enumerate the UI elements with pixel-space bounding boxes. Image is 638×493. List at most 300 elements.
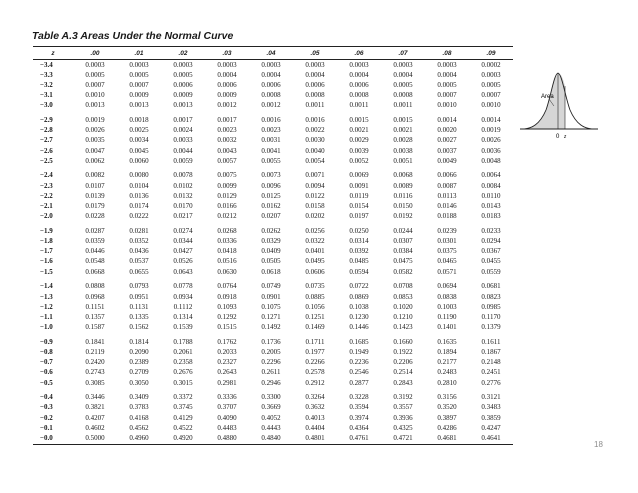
z-value-cell: −0.9 [40, 337, 53, 346]
area-value-cell: 0.2981 [217, 378, 237, 387]
area-value-cell: 0.1446 [349, 323, 369, 332]
area-value-cell: 0.0294 [481, 237, 501, 246]
page-number: 18 [594, 440, 603, 449]
area-value-cell: 0.0029 [349, 136, 369, 145]
area-value-cell: 0.0571 [437, 267, 457, 276]
area-value-cell: 0.0047 [85, 146, 105, 155]
area-value-cell: 0.0057 [217, 156, 237, 165]
area-value-cell: 0.0359 [85, 237, 105, 246]
area-value-cell: 0.0102 [173, 181, 193, 190]
area-value-cell: 0.1056 [305, 302, 325, 311]
area-value-cell: 0.0668 [85, 267, 105, 276]
area-value-cell: 0.0023 [261, 126, 281, 135]
area-value-cell: 0.4090 [217, 413, 237, 422]
area-value-cell: 0.0007 [129, 80, 149, 89]
area-value-cell: 0.3192 [393, 393, 413, 402]
area-value-cell: 0.0008 [393, 91, 413, 100]
area-value-cell: 0.3483 [481, 403, 501, 412]
area-value-cell: 0.0823 [481, 292, 501, 301]
area-value-cell: 0.0314 [349, 237, 369, 246]
table-row [33, 111, 513, 126]
area-value-cell: 0.0228 [85, 212, 105, 221]
area-value-cell: 0.1003 [437, 302, 457, 311]
table-body [33, 60, 513, 445]
area-value-cell: 0.0066 [437, 171, 457, 180]
area-value-cell: 0.0099 [217, 181, 237, 190]
area-value-cell: 0.0418 [217, 247, 237, 256]
area-value-cell: 0.0041 [261, 146, 281, 155]
area-value-cell: 0.0166 [217, 202, 237, 211]
area-value-cell: 0.0017 [173, 116, 193, 125]
area-value-cell: 0.0069 [349, 171, 369, 180]
area-value-cell: 0.3050 [129, 378, 149, 387]
area-value-cell: 0.3520 [437, 403, 457, 412]
area-value-cell: 0.2676 [173, 368, 193, 377]
area-value-cell: 0.1093 [217, 302, 237, 311]
area-value-cell: 0.0367 [481, 247, 501, 256]
z-value-cell: −2.9 [40, 116, 53, 125]
table-row [33, 212, 513, 222]
area-value-cell: 0.0011 [393, 101, 413, 110]
area-value-cell: 0.0016 [261, 116, 281, 125]
area-value-cell: 0.0594 [349, 267, 369, 276]
area-value-cell: 0.0548 [85, 257, 105, 266]
area-value-cell: 0.3300 [261, 393, 281, 402]
area-value-cell: 0.0027 [437, 136, 457, 145]
area-value-cell: 0.0055 [261, 156, 281, 165]
area-value-cell: 0.0028 [393, 136, 413, 145]
area-value-cell: 0.0004 [305, 70, 325, 79]
area-value-cell: 0.1190 [437, 312, 457, 321]
area-value-cell: 0.3557 [393, 403, 413, 412]
area-value-cell: 0.4641 [469, 433, 513, 444]
area-value-cell: 0.0034 [129, 136, 149, 145]
area-value-cell: 0.0037 [437, 146, 457, 155]
normal-curve-table [33, 46, 513, 445]
area-value-cell: 0.0010 [85, 91, 105, 100]
area-value-cell: 0.0021 [349, 126, 369, 135]
area-value-cell: 0.0352 [129, 237, 149, 246]
area-value-cell: 0.0217 [173, 212, 193, 221]
area-value-cell: 0.0013 [173, 101, 193, 110]
area-value-cell: 0.0087 [437, 181, 457, 190]
area-value-cell: 0.0174 [129, 202, 149, 211]
area-value-cell: 0.0179 [85, 202, 105, 211]
area-value-cell: 0.0516 [217, 257, 237, 266]
area-value-cell: 0.1894 [437, 347, 457, 356]
area-value-cell: 0.3264 [305, 393, 325, 402]
area-value-cell: 0.4168 [129, 413, 149, 422]
area-value-cell: 0.1469 [305, 323, 325, 332]
area-value-cell: 0.0010 [481, 101, 501, 110]
column-header: .07 [381, 47, 425, 60]
z-value-cell: −2.7 [40, 136, 53, 145]
area-value-cell: 0.0073 [261, 171, 281, 180]
area-value-cell: 0.0132 [173, 191, 193, 200]
area-value-cell: 0.0146 [437, 202, 457, 211]
area-value-cell: 0.2296 [261, 358, 281, 367]
area-value-cell: 0.0630 [217, 267, 237, 276]
area-value-cell: 0.0011 [305, 101, 325, 110]
area-value-cell: 0.1949 [349, 347, 369, 356]
z-value-cell: −1.2 [40, 302, 53, 311]
area-value-cell: 0.4325 [393, 423, 413, 432]
table-row [33, 201, 513, 211]
area-value-cell: 0.2148 [481, 358, 501, 367]
area-value-cell: 0.0006 [305, 80, 325, 89]
area-value-cell: 0.0384 [393, 247, 413, 256]
z-value-cell: −2.2 [40, 191, 53, 200]
area-value-cell: 0.0485 [349, 257, 369, 266]
table-row [33, 267, 513, 277]
area-value-cell: 0.0064 [481, 171, 501, 180]
table-row [33, 247, 513, 257]
area-value-cell: 0.4013 [305, 413, 325, 422]
area-value-cell: 0.0009 [129, 91, 149, 100]
area-value-cell: 0.1492 [261, 323, 281, 332]
zero-label: 0 [556, 134, 560, 140]
area-value-cell: 0.0143 [481, 202, 501, 211]
area-value-cell: 0.0559 [481, 267, 501, 276]
area-value-cell: 0.3015 [173, 378, 193, 387]
area-value-cell: 0.1131 [129, 302, 149, 311]
area-value-cell: 0.0183 [481, 212, 501, 221]
table-row [33, 423, 513, 433]
area-value-cell: 0.2776 [481, 378, 501, 387]
area-value-cell: 0.4364 [349, 423, 369, 432]
table-row [33, 403, 513, 413]
area-value-cell: 0.0003 [173, 60, 193, 69]
area-value-cell: 0.0136 [129, 191, 149, 200]
area-value-cell: 0.0250 [349, 226, 369, 235]
area-value-cell: 0.0075 [217, 171, 237, 180]
z-value-cell: −2.5 [40, 156, 53, 165]
area-value-cell: 0.0244 [393, 226, 413, 235]
area-value-cell: 0.2877 [349, 378, 369, 387]
area-value-cell: 0.4562 [129, 423, 149, 432]
area-value-cell: 0.0045 [129, 146, 149, 155]
area-value-cell: 0.4443 [261, 423, 281, 432]
area-value-cell: 0.3936 [393, 413, 413, 422]
table-row [33, 312, 513, 322]
area-value-cell: 0.0838 [437, 292, 457, 301]
table-row [33, 166, 513, 181]
area-value-cell: 0.1038 [349, 302, 369, 311]
area-value-cell: 0.0030 [305, 136, 325, 145]
area-value-cell: 0.1292 [217, 312, 237, 321]
area-value-cell: 0.2843 [393, 378, 413, 387]
area-value-cell: 0.3228 [349, 393, 369, 402]
area-value-cell: 0.2743 [85, 368, 105, 377]
area-value-cell: 0.1230 [349, 312, 369, 321]
area-value-cell: 0.3372 [173, 393, 193, 402]
area-value-cell: 0.0537 [129, 257, 149, 266]
area-value-cell: 0.4801 [293, 433, 337, 444]
area-value-cell: 0.0008 [349, 91, 369, 100]
area-value-cell: 0.0003 [437, 60, 457, 69]
area-value-cell: 0.1587 [85, 323, 105, 332]
shaded-area [522, 74, 565, 129]
area-value-cell: 0.0694 [437, 282, 457, 291]
area-value-cell: 0.0023 [217, 126, 237, 135]
area-value-cell: 0.0104 [129, 181, 149, 190]
area-value-cell: 0.0262 [261, 226, 281, 235]
area-value-cell: 0.0054 [305, 156, 325, 165]
area-value-cell: 0.0392 [349, 247, 369, 256]
z-value-cell: −0.0 [33, 433, 73, 444]
area-value-cell: 0.3121 [481, 393, 501, 402]
area-value-cell: 0.2177 [437, 358, 457, 367]
z-value-cell: −0.1 [40, 423, 53, 432]
area-value-cell: 0.5000 [73, 433, 117, 444]
area-value-cell: 0.0007 [481, 91, 501, 100]
area-value-cell: 0.0015 [349, 116, 369, 125]
area-value-cell: 0.0207 [261, 212, 281, 221]
table-row [33, 191, 513, 201]
area-value-cell: 0.0192 [393, 212, 413, 221]
area-value-cell: 0.0024 [173, 126, 193, 135]
area-value-cell: 0.0009 [173, 91, 193, 100]
area-value-cell: 0.3745 [173, 403, 193, 412]
area-value-cell: 0.2514 [393, 368, 413, 377]
area-value-cell: 0.0026 [481, 136, 501, 145]
z-value-cell: −1.4 [40, 282, 53, 291]
table-row [33, 388, 513, 403]
column-header: .00 [73, 47, 117, 60]
area-value-cell: 0.0885 [305, 292, 325, 301]
area-value-cell: 0.3974 [349, 413, 369, 422]
area-value-cell: 0.1314 [173, 312, 193, 321]
area-value-cell: 0.1539 [173, 323, 193, 332]
area-value-cell: 0.4129 [173, 413, 193, 422]
area-value-cell: 0.3409 [129, 393, 149, 402]
z-value-cell: −1.9 [40, 226, 53, 235]
area-value-cell: 0.2946 [261, 378, 281, 387]
area-value-cell: 0.0465 [437, 257, 457, 266]
area-value-cell: 0.0427 [173, 247, 193, 256]
table-row [33, 302, 513, 312]
area-value-cell: 0.4404 [305, 423, 325, 432]
area-value-cell: 0.1112 [173, 302, 193, 311]
area-value-cell: 0.0038 [393, 146, 413, 155]
area-value-cell: 0.0082 [85, 171, 105, 180]
area-value-cell: 0.0003 [129, 60, 149, 69]
area-value-cell: 0.0044 [173, 146, 193, 155]
z-value-cell: −2.3 [40, 181, 53, 190]
area-value-cell: 0.0116 [393, 191, 413, 200]
area-value-cell: 0.0968 [85, 292, 105, 301]
area-value-cell: 0.1379 [481, 323, 501, 332]
column-header: .08 [425, 47, 469, 60]
area-value-cell: 0.0039 [349, 146, 369, 155]
area-value-cell: 0.0003 [481, 70, 501, 79]
normal-curve-diagram [518, 62, 608, 152]
area-value-cell: 0.1401 [437, 323, 457, 332]
z-value-cell: −2.8 [40, 126, 53, 135]
area-value-cell: 0.0197 [349, 212, 369, 221]
z-value-cell: −2.4 [40, 171, 53, 180]
area-value-cell: 0.0019 [481, 126, 501, 135]
area-value-cell: 0.4286 [437, 423, 457, 432]
area-value-cell: 0.0068 [393, 171, 413, 180]
area-value-cell: 0.0322 [305, 237, 325, 246]
area-value-cell: 0.1977 [305, 347, 325, 356]
column-header: .09 [469, 47, 513, 60]
table-row [33, 433, 513, 444]
area-value-cell: 0.2005 [261, 347, 281, 356]
area-value-cell: 0.0003 [349, 60, 369, 69]
table-row [33, 70, 513, 80]
area-value-cell: 0.1151 [85, 302, 105, 311]
area-value-cell: 0.0212 [217, 212, 237, 221]
area-value-cell: 0.0004 [349, 70, 369, 79]
area-value-cell: 0.3783 [129, 403, 149, 412]
area-value-cell: 0.1736 [261, 337, 281, 346]
area-value-cell: 0.0011 [349, 101, 369, 110]
area-value-cell: 0.1423 [393, 323, 413, 332]
area-value-cell: 0.2912 [305, 378, 325, 387]
area-value-cell: 0.0655 [129, 267, 149, 276]
area-value-cell: 0.4681 [425, 433, 469, 444]
area-value-cell: 0.2611 [261, 368, 281, 377]
area-value-cell: 0.0007 [85, 80, 105, 89]
area-value-cell: 0.1814 [129, 337, 149, 346]
area-value-cell: 0.3669 [261, 403, 281, 412]
area-value-cell: 0.0004 [393, 70, 413, 79]
z-value-cell: −1.1 [40, 312, 53, 321]
area-label: Area [541, 94, 554, 100]
table-row [33, 347, 513, 357]
z-value-cell: −1.6 [40, 257, 53, 266]
area-value-cell: 0.4880 [205, 433, 249, 444]
area-value-cell: 0.0202 [305, 212, 325, 221]
area-value-cell: 0.0119 [349, 191, 369, 200]
area-value-cell: 0.0446 [85, 247, 105, 256]
area-value-cell: 0.0031 [261, 136, 281, 145]
area-value-cell: 0.0005 [129, 70, 149, 79]
table-row [33, 146, 513, 156]
area-value-cell: 0.2266 [305, 358, 325, 367]
area-value-cell: 0.2327 [217, 358, 237, 367]
area-value-cell: 0.0094 [305, 181, 325, 190]
area-value-cell: 0.4721 [381, 433, 425, 444]
table-row [33, 257, 513, 267]
column-header: .04 [249, 47, 293, 60]
area-value-cell: 0.0096 [261, 181, 281, 190]
area-value-cell: 0.0409 [261, 247, 281, 256]
area-value-cell: 0.0455 [481, 257, 501, 266]
area-value-cell: 0.0006 [173, 80, 193, 89]
area-value-cell: 0.0012 [261, 101, 281, 110]
area-value-cell: 0.2546 [349, 368, 369, 377]
area-value-cell: 0.4602 [85, 423, 105, 432]
area-value-cell: 0.0020 [437, 126, 457, 135]
area-value-cell: 0.1170 [481, 312, 501, 321]
table-row [33, 323, 513, 333]
area-value-cell: 0.0158 [305, 202, 325, 211]
area-value-cell: 0.0078 [173, 171, 193, 180]
area-value-cell: 0.2643 [217, 368, 237, 377]
area-value-cell: 0.0006 [349, 80, 369, 89]
area-value-cell: 0.0344 [173, 237, 193, 246]
area-value-cell: 0.0375 [437, 247, 457, 256]
area-value-cell: 0.4522 [173, 423, 193, 432]
area-value-cell: 0.1515 [217, 323, 237, 332]
area-value-cell: 0.0025 [129, 126, 149, 135]
area-value-cell: 0.0188 [437, 212, 457, 221]
area-value-cell: 0.0003 [85, 60, 105, 69]
area-value-cell: 0.0022 [305, 126, 325, 135]
area-value-cell: 0.0329 [261, 237, 281, 246]
area-value-cell: 0.0006 [261, 80, 281, 89]
area-value-cell: 0.0006 [217, 80, 237, 89]
area-value-cell: 0.0869 [349, 292, 369, 301]
area-value-cell: 0.0005 [393, 80, 413, 89]
area-value-cell: 0.4920 [161, 433, 205, 444]
column-header: .01 [117, 47, 161, 60]
area-value-cell: 0.0091 [349, 181, 369, 190]
area-value-cell: 0.3632 [305, 403, 325, 412]
area-value-cell: 0.0043 [217, 146, 237, 155]
area-value-cell: 0.0170 [173, 202, 193, 211]
area-value-cell: 0.1075 [261, 302, 281, 311]
area-value-cell: 0.0606 [305, 267, 325, 276]
table-row [33, 292, 513, 302]
z-value-cell: −1.7 [40, 247, 53, 256]
area-value-cell: 0.1841 [85, 337, 105, 346]
area-value-cell: 0.0749 [261, 282, 281, 291]
z-value-cell: −1.3 [40, 292, 53, 301]
area-value-cell: 0.0008 [305, 91, 325, 100]
area-value-cell: 0.0110 [481, 191, 501, 200]
area-value-cell: 0.0071 [305, 171, 325, 180]
area-value-cell: 0.0274 [173, 226, 193, 235]
area-value-cell: 0.1867 [481, 347, 501, 356]
table-header-row [33, 47, 513, 60]
area-value-cell: 0.4052 [261, 413, 281, 422]
area-value-cell: 0.0708 [393, 282, 413, 291]
area-value-cell: 0.0032 [217, 136, 237, 145]
area-value-cell: 0.0040 [305, 146, 325, 155]
area-value-cell: 0.0004 [261, 70, 281, 79]
z-value-cell: −0.5 [40, 378, 53, 387]
area-value-cell: 0.0004 [217, 70, 237, 79]
area-value-cell: 0.3594 [349, 403, 369, 412]
area-value-cell: 0.0901 [261, 292, 281, 301]
area-value-cell: 0.0052 [349, 156, 369, 165]
normal-curve-svg [518, 62, 608, 152]
area-value-cell: 0.0150 [393, 202, 413, 211]
z-value-cell: −3.4 [40, 60, 53, 69]
area-value-cell: 0.2206 [393, 358, 413, 367]
z-label: z [564, 134, 567, 140]
area-value-cell: 0.4247 [481, 423, 501, 432]
area-value-cell: 0.1635 [437, 337, 457, 346]
area-value-cell: 0.0495 [305, 257, 325, 266]
area-value-cell: 0.0048 [481, 156, 501, 165]
z-value-cell: −0.3 [40, 403, 53, 412]
z-value-cell: −1.0 [40, 323, 53, 332]
area-value-cell: 0.0089 [393, 181, 413, 190]
table-row [33, 358, 513, 368]
table-row [33, 277, 513, 292]
area-value-cell: 0.1020 [393, 302, 413, 311]
area-value-cell: 0.2420 [85, 358, 105, 367]
area-value-cell: 0.0256 [305, 226, 325, 235]
area-value-cell: 0.1660 [393, 337, 413, 346]
area-value-cell: 0.1271 [261, 312, 281, 321]
table-row [33, 333, 513, 348]
